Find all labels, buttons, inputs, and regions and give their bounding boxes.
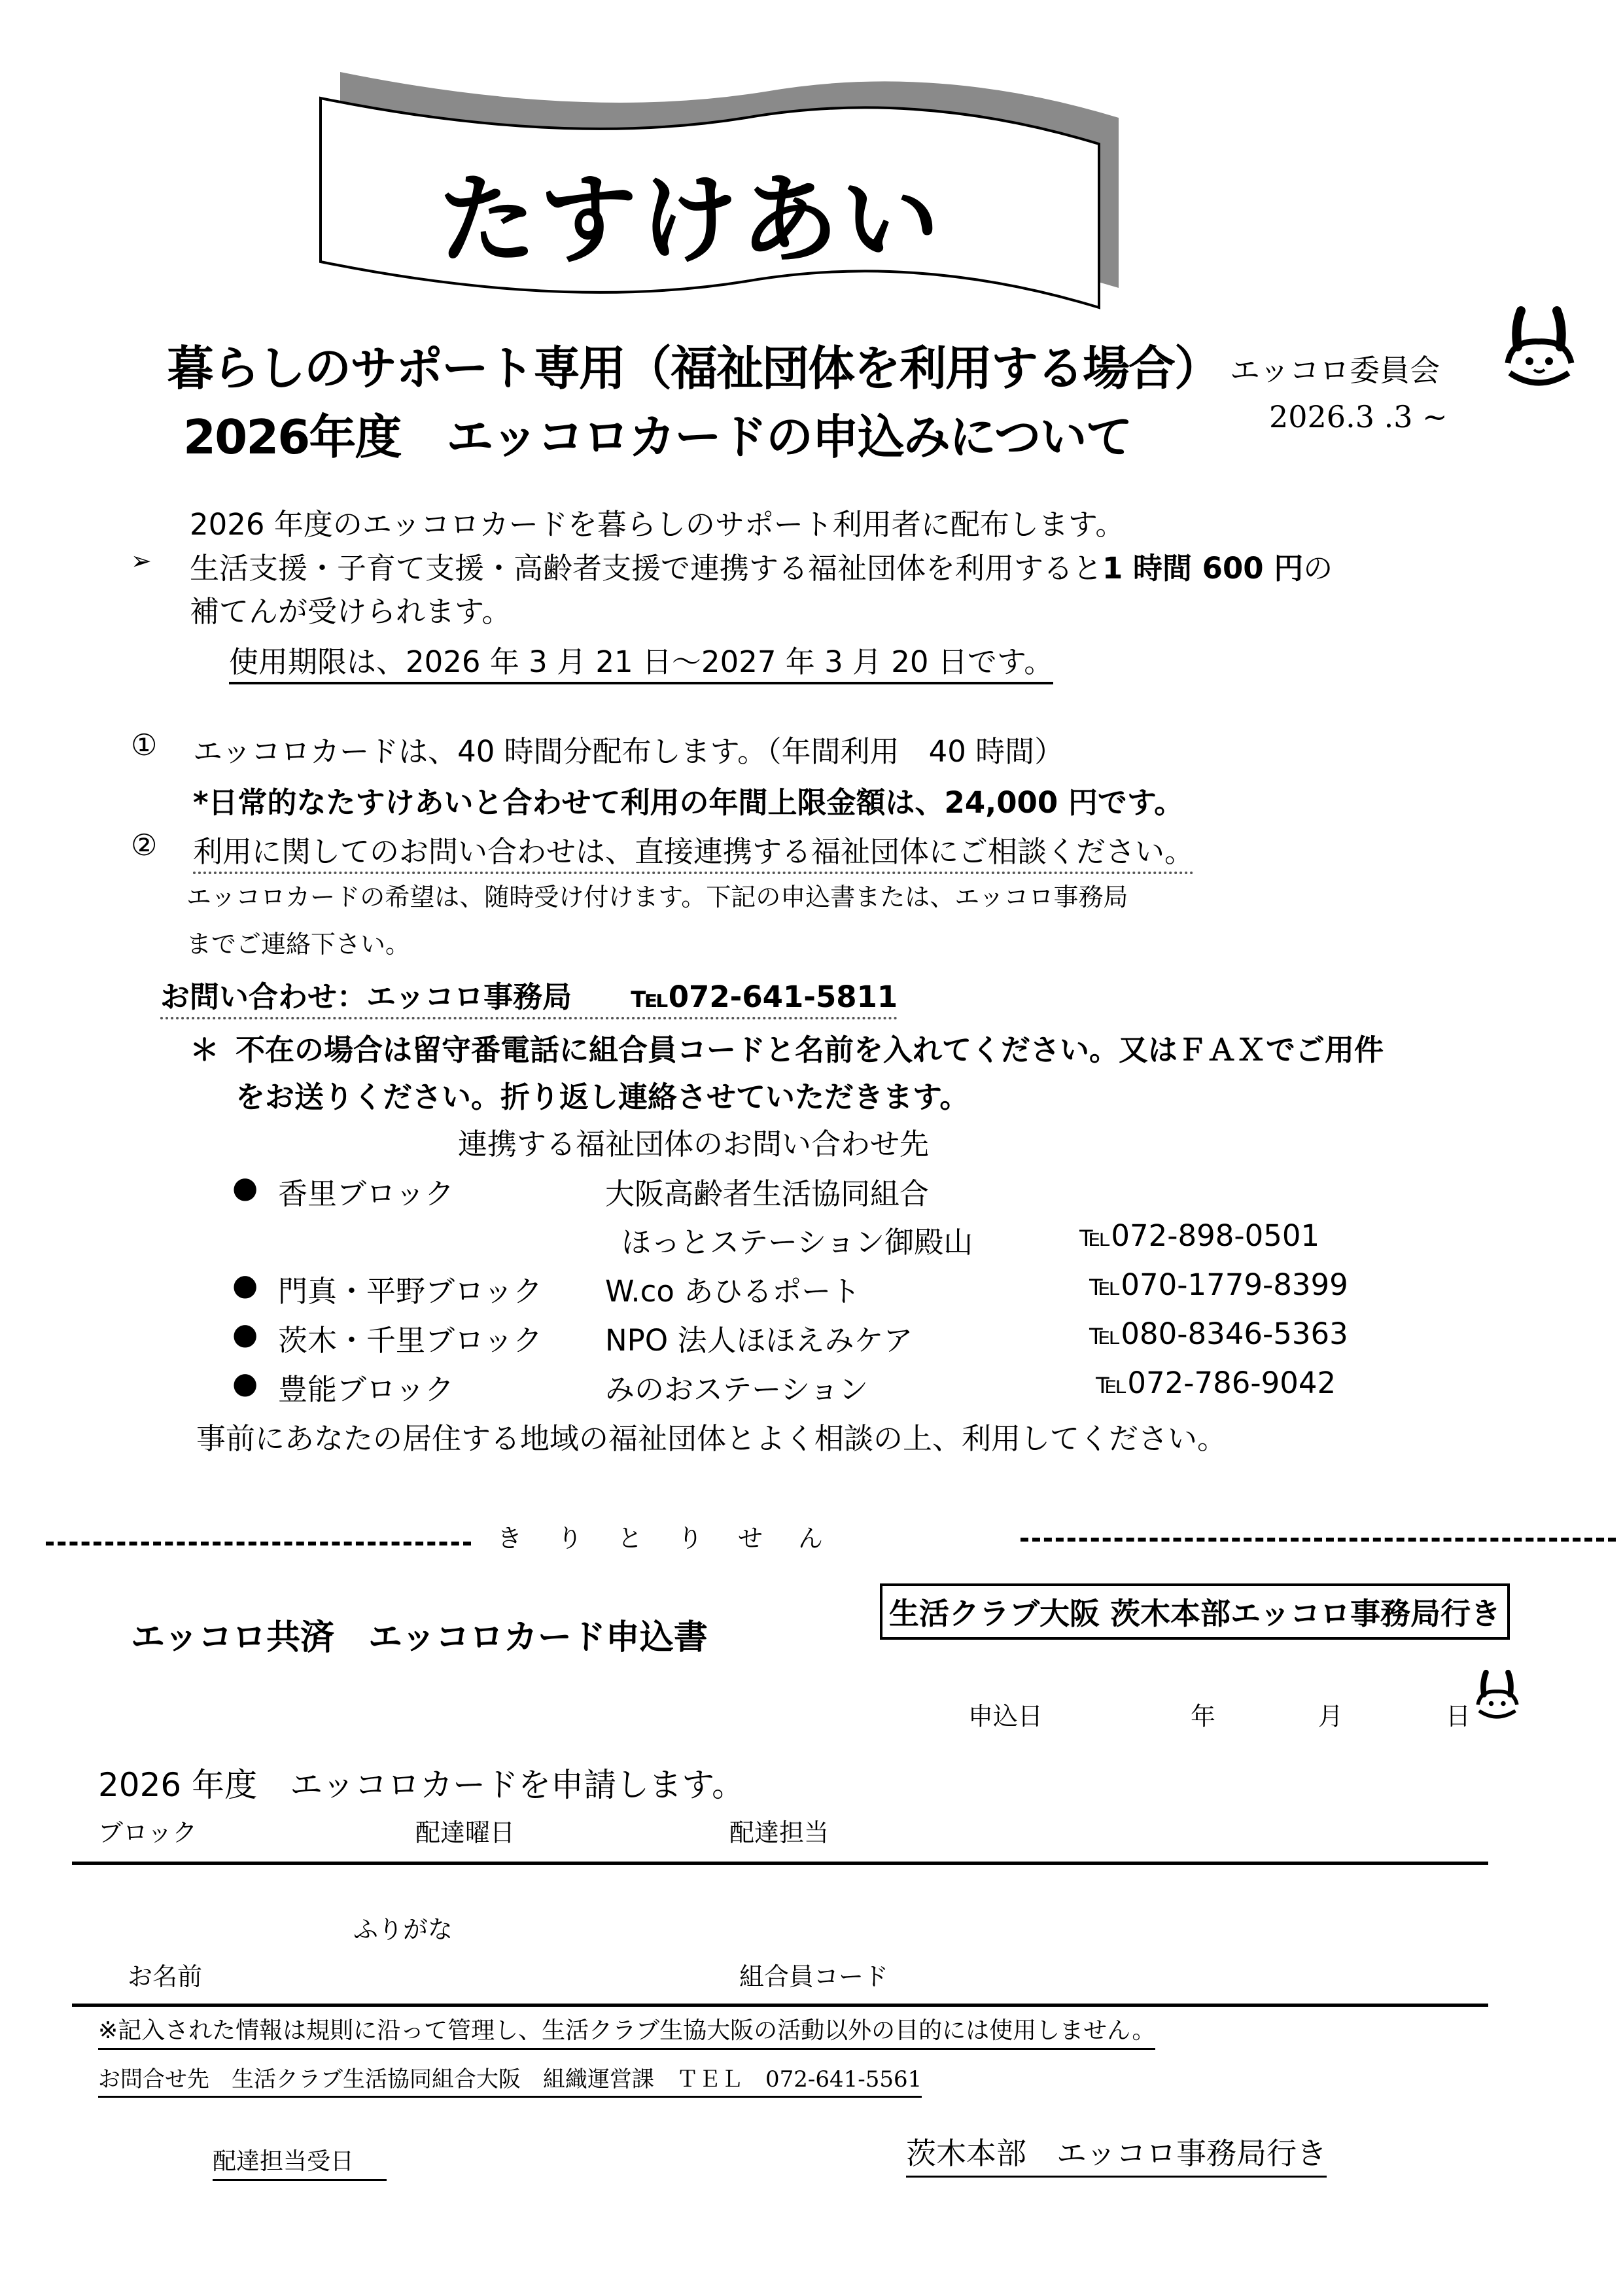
item1-note: *日常的なたすけあいと合わせて利用の年間上限金額は、24,000 円です。 [193,785,1184,820]
note-mark: ＊ [190,1033,220,1067]
page-title-line2: 2026年度 エッコロカードの申込みについて [183,410,1132,465]
date-day-label: 日 [1446,1702,1471,1731]
partner-bullet-icon: ● [232,1316,258,1351]
partner-bullet-icon: ● [232,1267,258,1302]
form-divider [72,2004,1488,2007]
validity-period: 使用期限は、2026 年 3 月 21 日～2027 年 3 月 20 日です。 [229,638,1053,684]
partner-block: 豊能ブロック [278,1372,455,1407]
committee-label: エッコロ委員会 [1230,353,1440,388]
furigana-field-label: ふりがな [353,1915,453,1944]
item2-number: ② [131,828,158,862]
cut-line-right [1021,1538,1616,1542]
absence-note-line1: 不在の場合は留守番電話に組合員コードと名前を入れてください。又はＦＡＸでご用件 [236,1033,1384,1067]
partner-tel: ℡080-8346-5363 [1089,1316,1348,1351]
partner-block: 香里ブロック [278,1176,455,1211]
item2-text: 利用に関してのお問い合わせは、直接連携する福祉団体にご相談ください。 [193,828,1194,874]
cut-line-label: き り と り せ ん [497,1524,829,1553]
partner-org: W.co あひるポート [605,1274,861,1309]
form-divider [72,1862,1488,1865]
partners-footer: 事前にあなたの居住する地域の福祉団体とよく相談の上、利用してください。 [196,1421,1227,1456]
destination-box: 生活クラブ大阪 茨木本部エッコロ事務局行き [880,1583,1510,1640]
partner-org: 大阪高齢者生活協同組合 [605,1176,930,1211]
intro-line2: 生活支援・子育て支援・高齢者支援で連携する福祉団体を利用すると1 時間 600 円の [190,551,1333,586]
issue-date: 2026.3 .3 ~ [1269,399,1448,434]
desc-line1: エッコロカードの希望は、随時受け付けます。下記の申込書または、エッコロ事務局 [186,883,1128,911]
application-date-label: 申込日 [968,1702,1043,1731]
privacy-notice: ※記入された情報は規則に沿って管理し、生活クラブ生協大阪の活動以外の目的には使用しません。 [98,2012,1155,2050]
member-code-field-label: 組合員コード [739,1962,889,1991]
intro-line1: 2026 年度のエッコロカードを暮らしのサポート利用者に配布します。 [190,507,1125,542]
delivery-day-field-label: 配達曜日 [415,1818,515,1847]
partner-tel: ℡072-898-0501 [1079,1218,1320,1253]
date-year-label: 年 [1191,1702,1216,1731]
apply-statement: 2026 年度 エッコロカードを申請します。 [98,1766,745,1804]
partner-org: みのおステーション [605,1372,869,1407]
form-title: エッコロ共済 エッコロカード申込書 [131,1618,708,1657]
cut-line-left [46,1542,471,1545]
absence-note-line2: をお送りください。折り返し連絡させていただきます。 [236,1080,969,1114]
rabbit-mascot-icon [1472,1665,1524,1724]
partner-org: NPO 法人ほほえみケア [605,1323,913,1358]
intro-arrow-icon: ➢ [131,546,152,575]
partner-block: 茨木・千里ブロック [278,1323,543,1358]
page-title-line1: 暮らしのサポート専用（福祉団体を利用する場合） [167,341,1221,396]
date-month-label: 月 [1318,1702,1344,1731]
intro-line3: 補てんが受けられます。 [190,594,512,629]
partner-tel: ℡070-1779-8399 [1089,1267,1348,1302]
desc-line2: までご連絡下さい。 [186,930,411,959]
footer-destination: 茨木本部 エッコロ事務局行き [906,2130,1327,2178]
office-contact: お問い合わせ：エッコロ事務局 ℡072-641-5811 [160,973,898,1019]
item1-number: ① [131,728,158,762]
inquiry-contact: お問合せ先 生活クラブ生活協同組合大阪 組織運営課 ＴＥＬ 072-641-5561 [98,2061,922,2098]
partner-bullet-icon: ● [232,1170,258,1205]
item1-text: エッコロカードは、40 時間分配布します。（年間利用 40 時間） [193,734,1064,769]
partner-block: 門真・平野ブロック [278,1274,543,1309]
block-field-label: ブロック [98,1818,198,1847]
partners-heading: 連携する福祉団体のお問い合わせ先 [458,1127,930,1161]
banner-title: たすけあい [438,164,943,277]
delivery-received-label: 配達担当受日 [213,2143,387,2181]
delivery-staff-field-label: 配達担当 [729,1818,829,1847]
partner-org: ほっとステーション御殿山 [621,1225,973,1260]
name-field-label: お名前 [128,1962,203,1991]
rabbit-mascot-icon [1498,301,1583,393]
partner-tel: ℡072-786-9042 [1096,1366,1336,1400]
partner-bullet-icon: ● [232,1366,258,1400]
